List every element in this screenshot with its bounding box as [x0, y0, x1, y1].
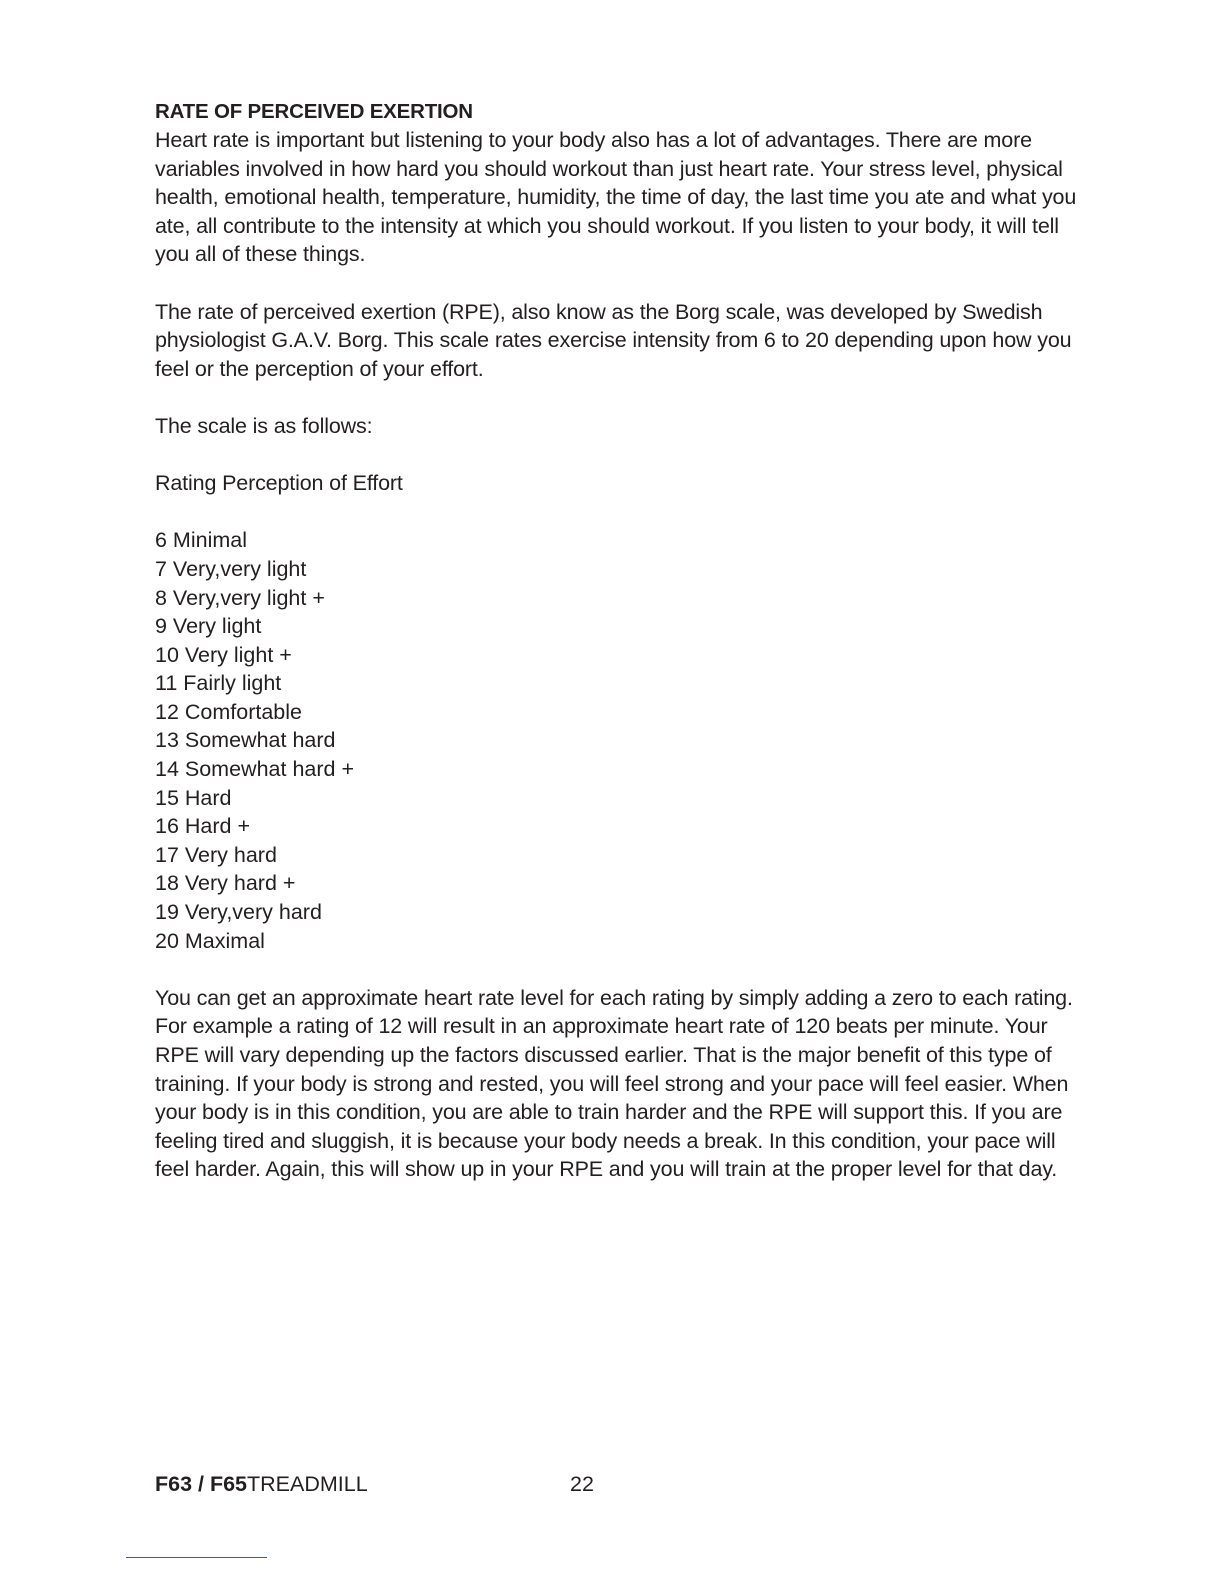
scale-item: 16 Hard + [155, 814, 251, 839]
rpe-scale-list [155, 526, 1095, 955]
outro-paragraph: You can get an approximate heart rate level for each rating by simply adding a zero to each rating. For example a rating of 12 will result in an approximate heart rate of 120 beats per minute. Your RPE will vary depending up the factors discussed earlier. That is the major benefit of this type of training. If your body is strong and rested, you will feel strong and your pace will feel easier. When your body is in this condition, you are able to train harder and the RPE will support this. If you are feeling tired and sluggish, it is because your body needs a break. In this condition, your pace will feel harder. Again, this will show up in your RPE and you will train at the proper level for that day. [155, 985, 1073, 1182]
scale-header: Rating Perception of Effort [155, 471, 403, 496]
intro-paragraph: Heart rate is important but listening to your body also has a lot of advantages. There are more variables involved in how hard you should workout than just heart rate. Your stress level, physical health, emotional health, temperature, humidity, the time of day, the last time you ate and what you ate, all contribute to the intensity at which you should workout. If you listen to your body, it will tell you all of these things. [155, 128, 1077, 267]
scale-item: 7 Very,very light [155, 556, 307, 581]
footer-model: F63 / F65 [155, 1472, 248, 1496]
scale-item: 17 Very hard [155, 842, 277, 867]
scale-item: 14 Somewhat hard + [155, 757, 355, 782]
page-number: 22 [570, 1472, 594, 1496]
scale-item: 15 Hard [155, 785, 232, 810]
footer-divider [126, 1557, 267, 1558]
scale-item: 9 Very light [155, 614, 262, 639]
scale-intro: The scale is as follows: [155, 413, 373, 438]
rpe-paragraph: The rate of perceived exertion (RPE), also know as the Borg scale, was developed by Swedish physiologist G.A.V. Borg. This scale rates exercise intensity from 6 to 20 depending upon how you feel or the perception of your effort. [155, 299, 1072, 381]
scale-item: 8 Very,very light + [155, 585, 325, 610]
section-heading: RATE OF PERCEIVED EXERTION [155, 100, 473, 123]
scale-item: 19 Very,very hard [155, 900, 322, 925]
scale-item: 6 Minimal [155, 528, 247, 553]
page-footer [155, 1470, 368, 1498]
scale-item: 13 Somewhat hard [155, 728, 336, 753]
scale-item: 10 Very light + [155, 642, 292, 667]
scale-item: 11 Fairly light [155, 671, 282, 696]
footer-product: TREADMILL [247, 1472, 368, 1496]
document-page [155, 98, 1095, 1184]
scale-item: 18 Very hard + [155, 871, 296, 896]
scale-item: 12 Comfortable [155, 699, 302, 724]
scale-item: 20 Maximal [155, 928, 265, 953]
